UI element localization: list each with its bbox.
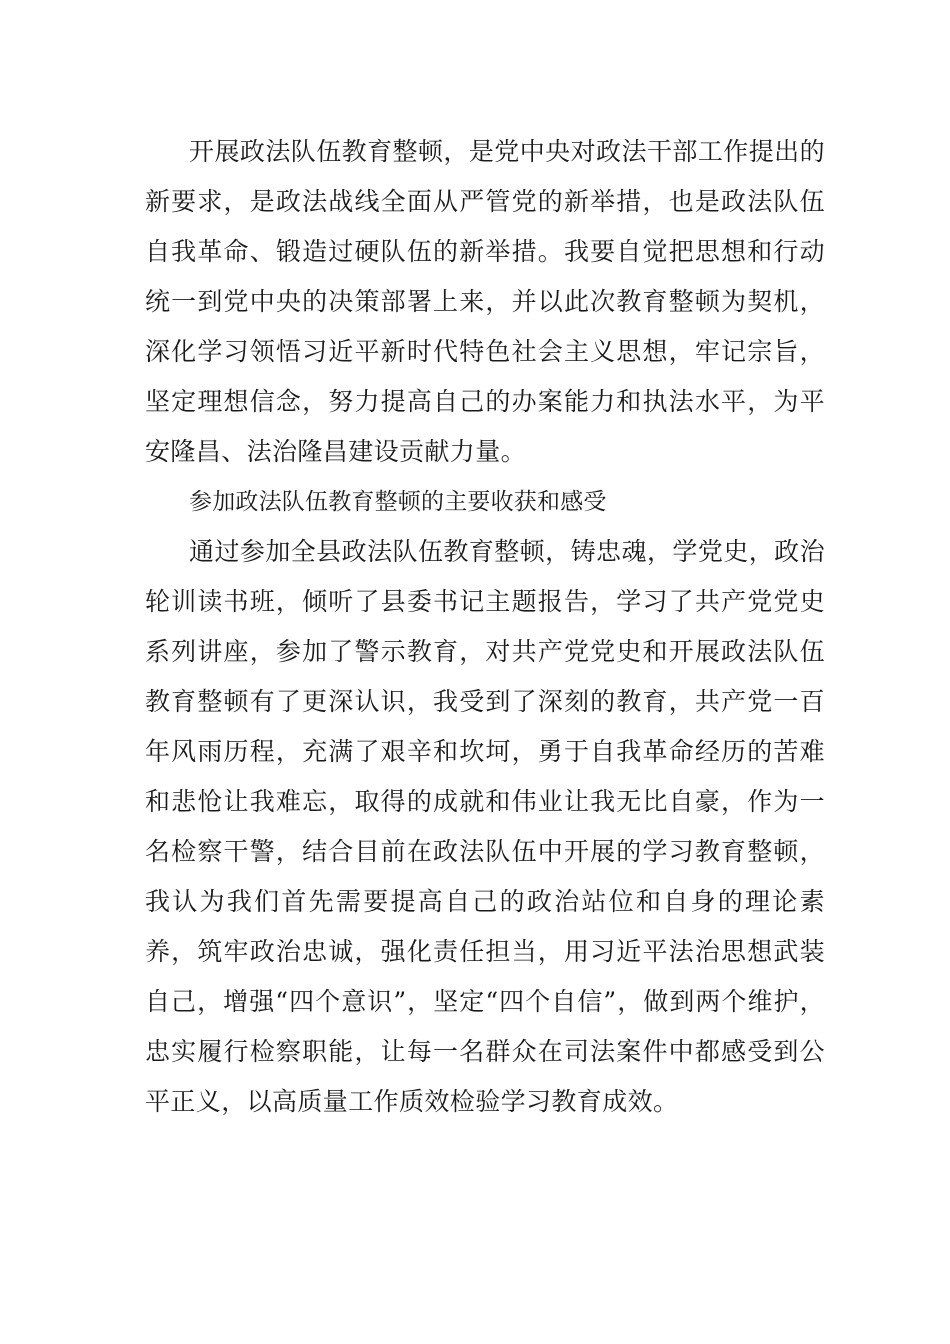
section-heading: 参加政法队伍教育整顿的主要收获和感受 (189, 489, 607, 515)
body-paragraph-1: 开展政法队伍教育整顿，是党中央对政法干部工作提出的新要求，是政法战线全面从严管党的新举措，也是政法队伍自我革命、锻造过硬队伍的新举措。我要自觉把思想和行动统一到党中央的决策部署上来，并以此次教育整顿为契机，深化学习领悟习近平新时代特色社会主义思想，牢记宗旨，坚定理想信念，努力提高自己的办案能力和执法水平，为平安隆昌、法治隆昌建设贡献力量。 (145, 137, 825, 466)
document-body (145, 127, 825, 1127)
body-paragraph-2: 通过参加全县政法队伍教育整顿，铸忠魂，学党史，政治轮训读书班，倾听了县委书记主题报告，学习了共产党党史系列讲座，参加了警示教育，对共产党党史和开展政法队伍教育整顿有了更深认识，我受到了深刻的教育，共产党一百年风雨历程，充满了艰辛和坎坷，勇于自我革命经历的苦难和悲怆让我难忘，取得的成就和伟业让我无比自豪，作为一名检察干警，结合目前在政法队伍中开展的学习教育整顿，我认为我们首先需要提高自己的政治站位和自身的理论素养，筑牢政治忠诚，强化责任担当，用习近平法治思想武装自己，增强“四个意识”，坚定“四个自信”，做到两个维护，忠实履行检察职能，让每一名群众在司法案件中都感受到公平正义，以高质量工作质效检验学习教育成效。 (145, 537, 825, 1116)
